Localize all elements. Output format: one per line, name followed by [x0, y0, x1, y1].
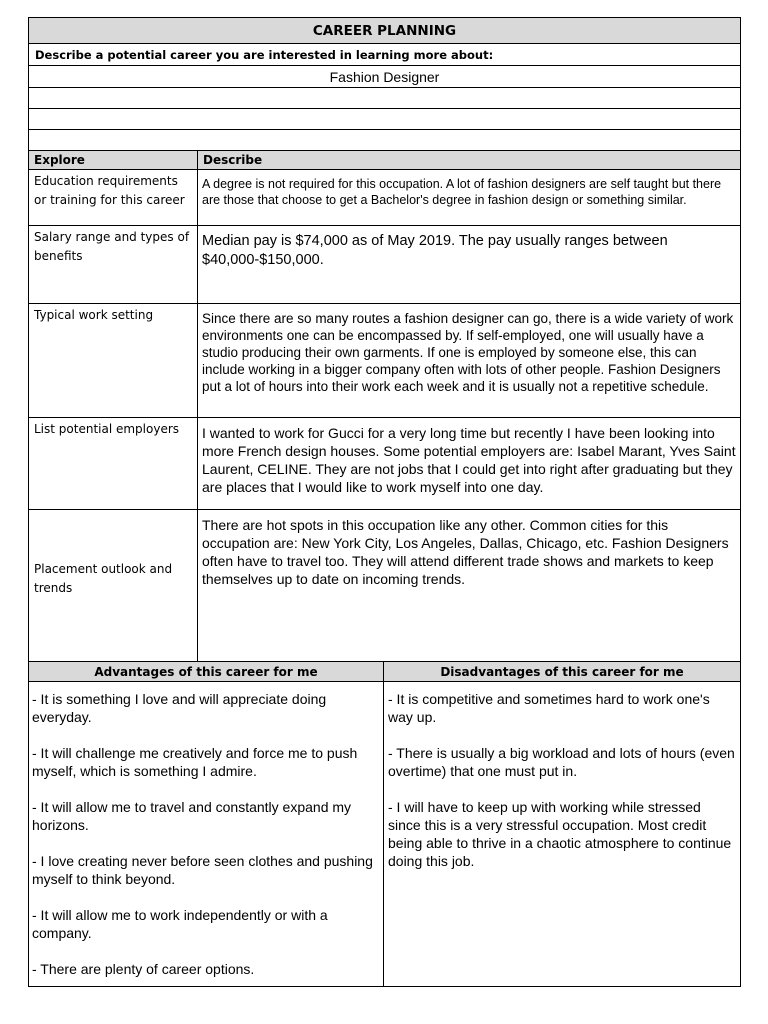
explore-header: Explore — [29, 151, 198, 169]
disadvantage-item: - It is competitive and sometimes hard to work one's way up. — [388, 691, 710, 725]
table-row — [29, 170, 740, 226]
career-planning-form — [28, 17, 741, 987]
advantages-list — [29, 682, 384, 986]
describe-header: Describe — [203, 153, 263, 167]
advantage-item: - It will allow me to work independently or with a company. — [32, 907, 328, 941]
blank-line — [29, 130, 740, 151]
advantages-header: Advantages of this career for me — [29, 662, 384, 681]
disadvantages-header: Disadvantages of this career for me — [440, 664, 684, 679]
row-label-education: Education requirements or training for this career — [29, 170, 198, 225]
blank-line — [29, 88, 740, 109]
row-text-salary: Median pay is $74,000 as of May 2019. The pay usually ranges between $40,000-$150,000. — [202, 233, 668, 268]
advantage-item: - There are plenty of career options. — [32, 961, 255, 977]
table-row — [29, 304, 740, 418]
row-text-education: A degree is not required for this occupation. A lot of fashion designers are self taught but there are those that choose to get a Bachelor's degree in fashion design or something similar. — [202, 177, 722, 207]
advantage-item: - It will challenge me creatively and force me to push myself, which is something I admire. — [32, 745, 358, 779]
blank-line — [29, 109, 740, 130]
pros-cons-body — [29, 682, 740, 986]
row-label-work-setting: Typical work setting — [29, 304, 198, 417]
row-text-employers: I wanted to work for Gucci for a very long time but recently I have been looking into more French design houses. Some potential employers are: Isabel Marant, Yves Saint Laurent, CELINE. They are not jobs that I could get into right after graduating but they are places that I would like to work myself into one day. — [202, 425, 736, 495]
table-row — [29, 226, 740, 304]
advantage-item: - It is something I love and will appreciate doing everyday. — [32, 691, 327, 725]
row-text-work-setting: Since there are so many routes a fashion designer can go, there is a wide variety of work environments one can be encompassed by. If self-employed, one will usually have a studio producing their own garments. If one is employed by someone else, this can include working in a bigger company often with lots of other people. Fashion Designers put a lot of hours into their work each week and it is usually not a repetitive schedule. — [202, 311, 734, 394]
row-text-outlook: There are hot spots in this occupation like any other. Common cities for this occupation are: New York City, Los Angeles, Dallas, Chicago, etc. Fashion Designers often have to travel too. They will attend different trade shows and markets to keep themselves up to date on incoming trends. — [202, 517, 729, 587]
career-answer: Fashion Designer — [29, 66, 740, 88]
row-label-salary: Salary range and types of benefits — [29, 226, 198, 303]
table-header — [29, 151, 740, 170]
disadvantage-item: - I will have to keep up with working while stressed since this is a very stressful occupation. Most credit being able to thrive in a chaotic atmosphere to continue doing this job. — [388, 799, 732, 869]
career-prompt: Describe a potential career you are interested in learning more about: — [29, 44, 740, 66]
row-label-employers: List potential employers — [29, 418, 198, 509]
advantage-item: - I love creating never before seen clothes and pushing myself to think beyond. — [32, 853, 373, 887]
table-row — [29, 510, 740, 662]
disadvantages-list — [384, 682, 740, 986]
form-title: CAREER PLANNING — [29, 18, 740, 44]
table-row — [29, 418, 740, 510]
pros-cons-header — [29, 662, 740, 682]
advantage-item: - It will allow me to travel and constantly expand my horizons. — [32, 799, 352, 833]
disadvantage-item: - There is usually a big workload and lots of hours (even overtime) that one must put in. — [388, 745, 735, 779]
row-label-outlook: Placement outlook and trends — [29, 510, 198, 661]
